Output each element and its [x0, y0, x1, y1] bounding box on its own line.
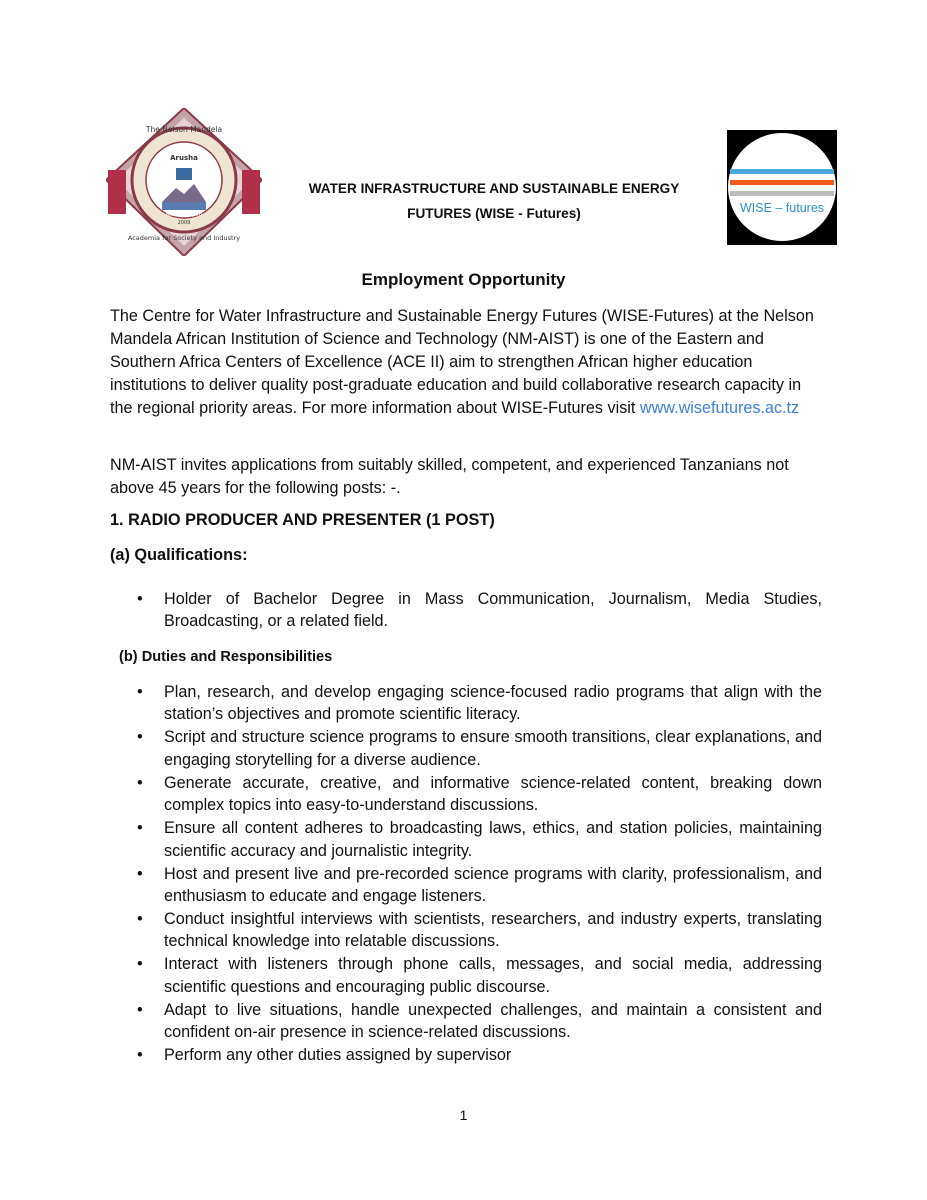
organization-header: [270, 176, 718, 226]
svg-text:Arusha: Arusha: [170, 154, 198, 162]
svg-text:Academia for Society and Indus: Academia for Society and Industry: [127, 234, 241, 242]
svg-text:WISE – futures: WISE – futures: [739, 201, 825, 215]
svg-text:2009: 2009: [177, 220, 191, 226]
list-item: • Ensure all content adheres to broadcasting laws, ethics, and station policies, maintaining scientific accuracy and journalistic integrity.: [110, 817, 822, 862]
duties-heading: (b) Duties and Responsibilities: [119, 649, 333, 665]
duties-list: [110, 681, 822, 1067]
list-item: • Holder of Bachelor Degree in Mass Communication, Journalism, Media Studies, Broadcasting, or a related field.: [110, 588, 822, 633]
post-heading: 1. RADIO PRODUCER AND PRESENTER (1 POST): [110, 511, 495, 529]
nm-aist-logo: [106, 108, 262, 256]
header-line-1: WATER INFRASTRUCTURE AND SUSTAINABLE ENERGY: [308, 181, 680, 196]
page-number: 1: [459, 1107, 468, 1123]
intro-paragraph: [110, 305, 822, 420]
list-item: • Host and present live and pre-recorded science programs with clarity, professionalism, and enthusiasm to educate and engage listeners.: [110, 863, 822, 908]
page-title: Employment Opportunity: [361, 270, 566, 289]
qualifications-heading: (a) Qualifications:: [110, 546, 248, 564]
svg-text:The Nelson Mandela: The Nelson Mandela: [145, 125, 223, 134]
list-item: • Conduct insightful interviews with scientists, researchers, and industry experts, translating technical knowledge into relatable discussions.: [110, 908, 822, 953]
list-item: • Adapt to live situations, handle unexpected challenges, and maintain a consistent and confident on-air presence in science-related discussions.: [110, 999, 822, 1044]
header-line-2: FUTURES (WISE - Futures): [407, 206, 581, 221]
list-item: • Plan, research, and develop engaging science-focused radio programs that align with the station’s objectives and promote scientific literacy.: [110, 681, 822, 726]
intro-text: The Centre for Water Infrastructure and Sustainable Energy Futures (WISE-Futures) at the Nelson Mandela African Institution of Science and Technology (NM-AIST) is one of the Eastern and Southern Africa Centers of Excellence (ACE II) aim to strengthen African higher education institutions to deliver quality post-graduate education and build collaborative research capacity in the regional priority areas. For more information about WISE-Futures visit: [110, 307, 814, 417]
list-item: • Interact with listeners through phone calls, messages, and social media, addressing scientific questions and encouraging public discourse.: [110, 953, 822, 998]
qualifications-list: [110, 588, 822, 633]
list-item: • Script and structure science programs to ensure smooth transitions, clear explanations, and engaging storytelling for a diverse audience.: [110, 726, 822, 771]
website-link[interactable]: www.wisefutures.ac.tz: [639, 399, 800, 417]
invite-paragraph: NM-AIST invites applications from suitably skilled, competent, and experienced Tanzanians not above 45 years for the following posts: -.: [110, 456, 789, 497]
list-item: • Perform any other duties assigned by supervisor: [110, 1044, 822, 1066]
wise-futures-logo: [727, 130, 837, 245]
list-item: • Generate accurate, creative, and informative science-related content, breaking down complex topics into easy-to-understand discussions.: [110, 772, 822, 817]
svg-text:Mt Kilimanjaro: Mt Kilimanjaro: [166, 212, 202, 218]
